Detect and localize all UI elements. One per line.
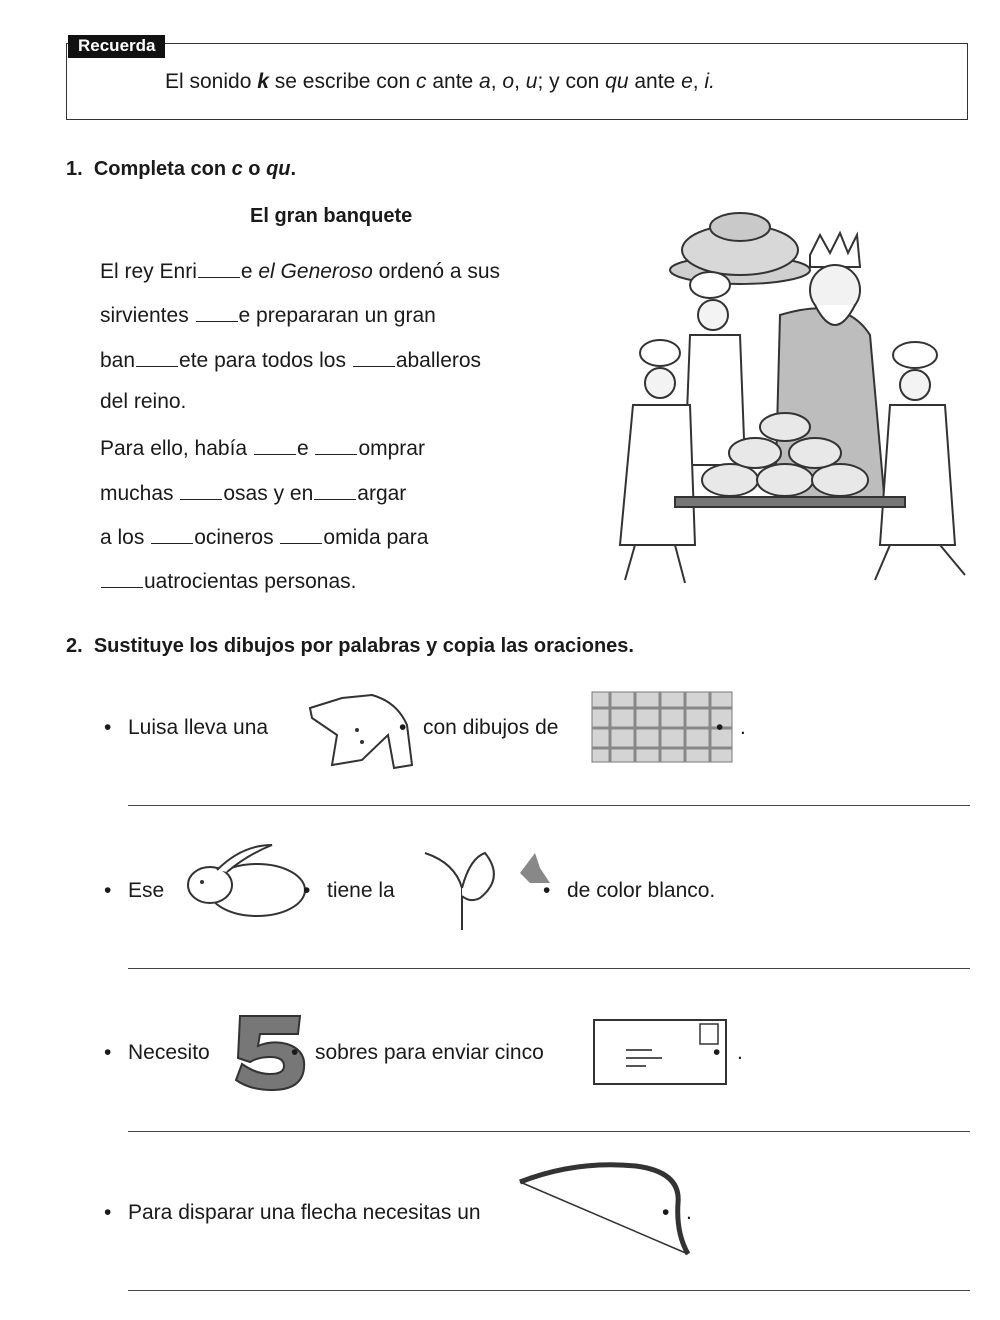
story-line-2: sirvientes e prepararan un gran [100, 301, 436, 328]
blank-field[interactable] [196, 301, 238, 322]
answer-line-1[interactable] [128, 805, 970, 806]
story-line-1: El rey Enri e el Generoso ordenó a sus [100, 257, 500, 284]
blank-field[interactable] [198, 257, 240, 278]
envelope-picture-icon [590, 1014, 730, 1089]
exercise2-heading: 2. Sustituye los dibujos por palabras y copia las oraciones. [66, 635, 634, 657]
sentence-4-period: • . [686, 1201, 692, 1225]
tail-picture-icon [420, 848, 555, 933]
sentence-3-part-b: • sobres para enviar cinco [315, 1041, 544, 1065]
answer-line-2[interactable] [128, 968, 970, 969]
sentence-4-part-a: • Para disparar una flecha necesitas un [128, 1201, 481, 1225]
sentence-1-period: • . [740, 716, 746, 740]
blank-field[interactable] [314, 479, 356, 500]
story-line-6: muchas osas y en argar [100, 479, 406, 506]
blank-field[interactable] [101, 567, 143, 588]
story-line-5: Para ello, había e omprar [100, 434, 425, 461]
blank-field[interactable] [180, 479, 222, 500]
blank-field[interactable] [254, 434, 296, 455]
sentence-1-part-b: • con dibujos de [423, 716, 558, 740]
story-line-4: del reino. [100, 390, 187, 413]
checkered-fabric-picture-icon [590, 688, 735, 766]
story-title: El gran banquete [250, 205, 413, 227]
blank-field[interactable] [151, 523, 193, 544]
sentence-3-period: • . [737, 1041, 743, 1065]
banquet-illustration-icon [605, 205, 970, 590]
sentence-1-part-a: • Luisa lleva una [128, 716, 268, 740]
blank-field[interactable] [315, 434, 357, 455]
answer-line-3[interactable] [128, 1131, 970, 1132]
blank-field[interactable] [353, 346, 395, 367]
sentence-3-part-a: • Necesito [128, 1041, 210, 1065]
story-line-7: a los ocineros omida para [100, 523, 428, 550]
rabbit-picture-icon [182, 840, 312, 922]
blank-field[interactable] [280, 523, 322, 544]
story-line-3: ban ete para todos los aballeros [100, 346, 481, 373]
sentence-2-part-a: • Ese [128, 879, 164, 903]
recuerda-tag: Recuerda [68, 35, 165, 58]
exercise1-heading: 1. Completa con c o qu. [66, 158, 297, 180]
recuerda-rule: El sonido k se escribe con c ante a, o, u; y con qu ante e, i. [165, 70, 715, 93]
story-line-8: uatrocientas personas. [100, 567, 356, 594]
sentence-2-part-c: • de color blanco. [567, 879, 715, 903]
answer-line-4[interactable] [128, 1290, 970, 1291]
blank-field[interactable] [136, 346, 178, 367]
coat-picture-icon [302, 690, 414, 772]
sentence-2-part-b: • tiene la [327, 879, 395, 903]
